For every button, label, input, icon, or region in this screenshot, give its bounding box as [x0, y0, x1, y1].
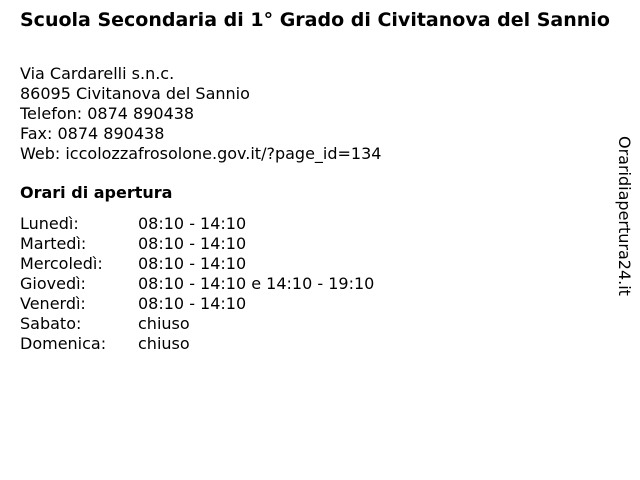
hours-row-friday: [20, 294, 374, 314]
site-brand-watermark: Oraridiapertura24.it: [615, 136, 634, 296]
opening-hours-table: [20, 214, 374, 354]
fax-number: Fax: 0874 890438: [20, 124, 165, 143]
time-value: 08:10 - 14:10: [138, 234, 247, 253]
time-value: 08:10 - 14:10: [138, 294, 247, 313]
day-label: Venerdì:: [20, 294, 86, 313]
time-value: chiuso: [138, 314, 190, 333]
address-block: [20, 64, 381, 164]
hours-heading: Orari di apertura: [20, 183, 173, 202]
page-title: Scuola Secondaria di 1° Grado di Civitanova del Sannio: [20, 9, 610, 31]
hours-row-tuesday: [20, 234, 374, 254]
hours-row-thursday: [20, 274, 374, 294]
hours-row-monday: [20, 214, 374, 234]
hours-row-sunday: [20, 334, 374, 354]
day-label: Giovedì:: [20, 274, 86, 293]
time-value: 08:10 - 14:10 e 14:10 - 19:10: [138, 274, 375, 293]
day-label: Domenica:: [20, 334, 107, 353]
day-label: Martedì:: [20, 234, 87, 253]
hours-row-wednesday: [20, 254, 374, 274]
day-label: Lunedì:: [20, 214, 79, 233]
city-postal: 86095 Civitanova del Sannio: [20, 84, 250, 103]
time-value: 08:10 - 14:10: [138, 214, 247, 233]
street-address: Via Cardarelli s.n.c.: [20, 64, 175, 83]
hours-row-saturday: [20, 314, 374, 334]
time-value: 08:10 - 14:10: [138, 254, 247, 273]
day-label: Mercoledì:: [20, 254, 103, 273]
phone-number: Telefon: 0874 890438: [20, 104, 195, 123]
day-label: Sabato:: [20, 314, 82, 333]
time-value: chiuso: [138, 334, 190, 353]
website: Web: iccolozzafrosolone.gov.it/?page_id=134: [20, 144, 382, 163]
